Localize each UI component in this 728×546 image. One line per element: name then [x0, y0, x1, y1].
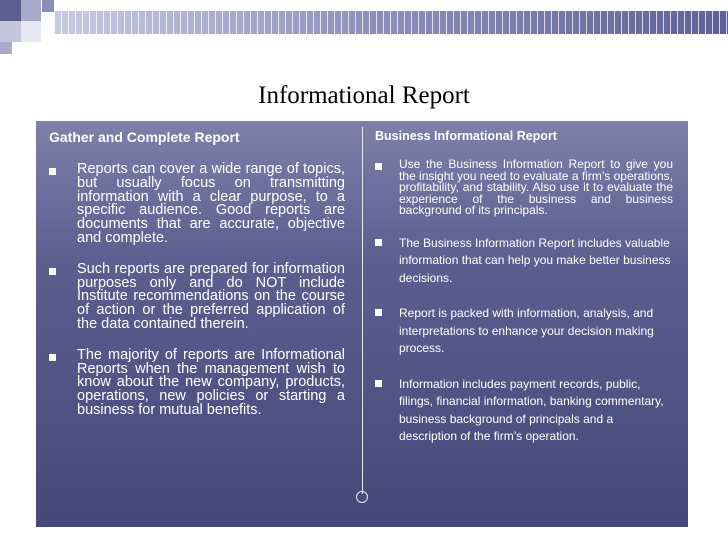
list-item [49, 260, 345, 332]
list-item-text: The majority of reports are Informational Reports when the management wish to know about the new company, products, operations, new policies or starting a business for mutual benefits. [77, 346, 345, 418]
list-item [49, 346, 345, 418]
bullet-square-icon [49, 268, 56, 275]
list-item-text: The Business Information Report includes valuable information that can help you make better business decisions. [399, 235, 671, 285]
left-heading: Gather and Complete Report [49, 129, 240, 145]
bullet-square-icon [375, 163, 382, 170]
list-item-text: Report is packed with information, analysis, and interpretations to enhance your decision making process. [399, 306, 654, 356]
divider-knob [356, 491, 368, 503]
decor-square [42, 0, 54, 12]
decor-top-bar [54, 11, 728, 34]
slide-title: Informational Report [258, 82, 470, 109]
decor-square [0, 42, 12, 54]
decor-square [21, 21, 41, 42]
bullet-square-icon [49, 168, 56, 175]
right-column [375, 129, 673, 464]
list-item-text: Information includes payment records, public, filings, financial information, banking commentary, business background of principals and a description of the firm’s operation. [399, 376, 664, 444]
bullet-square-icon [375, 380, 382, 387]
bullet-square-icon [49, 354, 56, 361]
bullet-square-icon [375, 309, 382, 316]
list-item [375, 305, 673, 358]
column-divider [362, 127, 363, 494]
decor-square [21, 0, 41, 21]
bullet-square-icon [375, 239, 382, 246]
list-item [375, 159, 673, 217]
list-item-text: Reports can cover a wide range of topics, but usually focus on transmitting information with a clear purpose, to a specific audience. Good reports are documents that are accurate, objective and complete. [77, 161, 345, 246]
decor-square [0, 21, 21, 42]
list-item [375, 376, 673, 446]
list-item [49, 163, 345, 246]
decor-square [0, 0, 21, 21]
list-item [375, 235, 673, 288]
right-heading: Business Informational Report [375, 129, 557, 143]
list-item-text: Use the Business Information Report to give you the insight you need to evaluate a firm’s operations, profitability, and stability. Also use it to evaluate the experience of the business and business background of its principals. [399, 157, 673, 218]
left-column [49, 129, 345, 435]
list-item-text: Such reports are prepared for information purposes only and do NOT include Institute recommendations on the course of action or the preferred application of the data contained therein. [77, 260, 345, 332]
